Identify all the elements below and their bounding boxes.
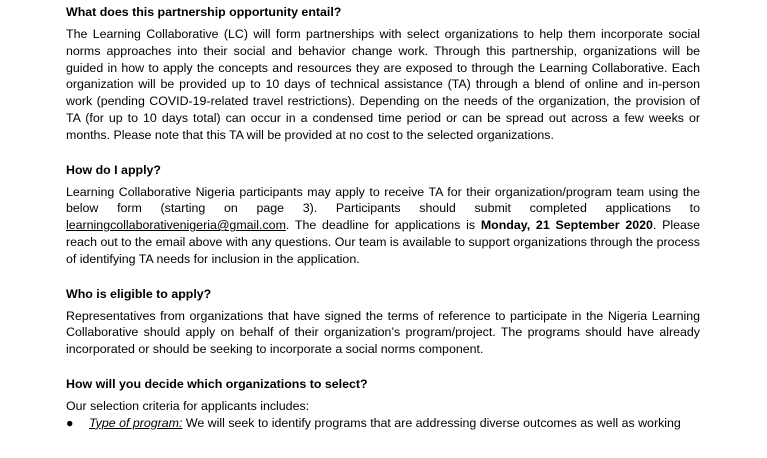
bullet-icon: ● <box>66 415 74 430</box>
section-paragraph: The Learning Collaborative (LC) will form partnerships with select organizations to help them incorporate social norms approaches into their social and behavior change work. Through this partnership, organizations will be guided in how to apply the concepts and resources they are exposed to through the Learning Collaborative. Each organization will be provided up to 10 days of technical assistance (TA) through a blend of online and in-person work (pending COVID-19-related travel restrictions). Depending on the needs of the organization, the provision of TA (for up to 10 days total) can occur in a condensed time period or can be spread out across a few weeks or months. Please note that this TA will be provided at no cost to the selected organizations. <box>66 27 700 142</box>
section-paragraph: Representatives from organizations that have signed the terms of reference to participate in the Nigeria Learning Collaborative should apply on behalf of their organization’s program/project. The programs should have already incorporated or should be seeking to incorporate a social norms component. <box>66 308 700 357</box>
section-partnership <box>66 4 700 144</box>
deadline-date: Monday, 21 September 2020 <box>480 218 653 233</box>
paragraph-text: Learning Collaborative Nigeria participants may apply to receive TA for their organization/program team using the below form (starting on page 3). Participants should submit completed applications to <box>66 184 700 216</box>
bullet-label: Type of program: <box>89 415 183 430</box>
section-heading: How will you decide which organizations to select? <box>66 376 368 391</box>
paragraph-text: . Please reach out to the email above with any questions. Our team is available to support organizations through the process of identifying TA needs for inclusion in the application. <box>66 218 700 266</box>
section-eligibility <box>66 286 700 358</box>
section-paragraph <box>66 184 700 268</box>
section-how-to-apply <box>66 162 700 268</box>
bullet-text: We will seek to identify programs that are addressing diverse outcomes as well as working <box>182 415 681 430</box>
list-item <box>66 415 700 432</box>
section-paragraph: Our selection criteria for applicants includes: <box>66 398 310 413</box>
section-selection <box>66 376 700 432</box>
section-heading: How do I apply? <box>66 162 161 177</box>
spacer <box>66 268 700 286</box>
spacer <box>66 358 700 376</box>
document-page <box>66 4 700 432</box>
spacer <box>66 144 700 162</box>
paragraph-text: . The deadline for applications is <box>285 218 481 233</box>
email-link[interactable]: learningcollaborativenigeria@gmail.com <box>66 218 286 233</box>
section-heading: Who is eligible to apply? <box>66 286 212 301</box>
section-heading: What does this partnership opportunity entail? <box>66 5 342 19</box>
